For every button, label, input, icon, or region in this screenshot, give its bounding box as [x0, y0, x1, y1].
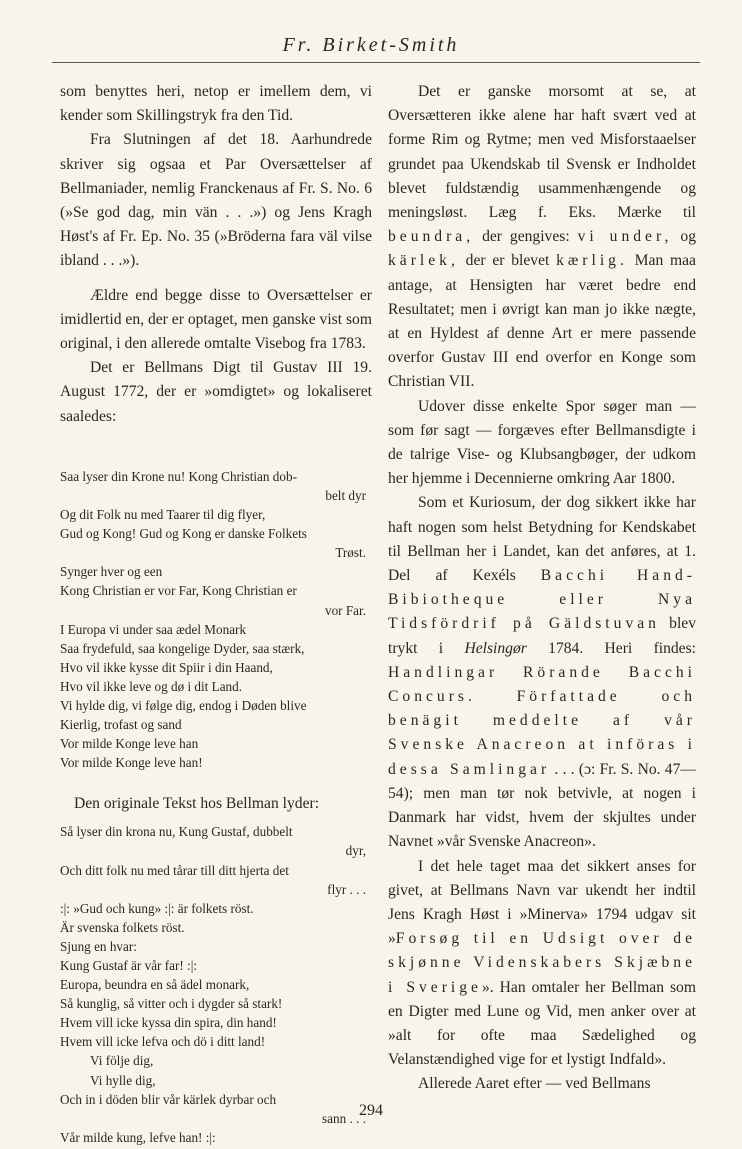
- poem-line: Kierlig, trofast og sand: [60, 717, 182, 733]
- section-subheading: Den originale Tekst hos Bellman lyder:: [74, 795, 320, 813]
- text-run: I det hele taget maa det sikkert anses for givet, at Bellmans Navn var ukendt her indtil Jens Kragh Høst i »Minerva» 1794 udgav sit »: [388, 857, 696, 948]
- poem-line: :|: »Gud och kung» :|: är folkets röst.: [60, 900, 254, 916]
- poem-line: Hvem vill icke kyssa din spira, din hand!: [60, 1015, 277, 1031]
- header-rule: [52, 62, 700, 63]
- text-run: der er blevet: [465, 252, 550, 270]
- poem-line: Och in i döden blir vår kärlek dyrbar och: [60, 1091, 277, 1107]
- poem-line: belt dyr: [325, 487, 366, 503]
- poem-line: Vor milde Konge leve han!: [60, 755, 203, 771]
- poem-line: Kung Gustaf är vår far! :|:: [60, 958, 198, 973]
- poem-line: Hvem vill icke lefva och dö i ditt land!: [60, 1034, 266, 1050]
- poem-line: Synger hver og een: [60, 564, 163, 580]
- poem-line: Vi följe dig,: [90, 1053, 154, 1069]
- poem-line: Och ditt folk nu med tårar till ditt hjerta det: [60, 862, 289, 878]
- right-paragraph-5: Allerede Aaret efter — ved Bellmans: [418, 1075, 651, 1093]
- poem-line: Hvo vil ikke leve og dø i dit Land.: [60, 678, 243, 694]
- text-run: . . . (ɔ: Fr. S. No. 47—54); men man tør nok betvivle, at nogen i Danmark har vidst, hvem der skjultes under Navnet »vår Svenske Anacreon».: [388, 760, 696, 851]
- running-header: Fr. Birket-Smith: [282, 34, 460, 56]
- spaced-title: Bacchi Hand-Bibiotheque eller Nya Tidsfördrif på Gäldstuvan: [388, 567, 696, 633]
- text-run: Som et Kuriosum, der dog sikkert ikke har haft nogen som helst Betydning for Kendskabet til Bellman her i Landet, kan det anføres, at 1. Del af Kexéls: [388, 494, 696, 585]
- text-run: Det er ganske morsomt at se, at Oversætteren ikke alene har haft svært ved at forme Rim og Rytme; men ved Misforstaaelser grundet paa Ukendskab til Svensk er Indholdet blevet fuldstændig usammenhængende og meningsløst. Læg f. Eks. Mærke til: [388, 83, 696, 222]
- poem-line: flyr . . .: [327, 881, 366, 897]
- text-run: 1784. Heri findes:: [548, 639, 697, 657]
- poem-line: Sjung en hvar:: [60, 938, 137, 954]
- poem-line: Europa, beundra en så ädel monark,: [60, 977, 250, 993]
- text-run: og: [680, 228, 696, 246]
- poem-line: vor Far.: [324, 602, 366, 618]
- page-number: 294: [359, 1102, 383, 1119]
- poem-line: Gud og Kong! Gud og Kong er danske Folkets: [60, 526, 307, 542]
- left-paragraph-1: som benyttes heri, netop er imellem dem, vi kender som Skillingstryk fra den Tid.: [60, 83, 372, 125]
- poem-line: dyr,: [345, 843, 366, 859]
- poem-line: Vor milde Konge leve han: [60, 736, 199, 752]
- right-column: [388, 80, 696, 1097]
- spaced-word: kärlek,: [388, 252, 459, 270]
- right-paragraph-1: [388, 80, 696, 395]
- text-run: blev trykt i: [388, 615, 696, 657]
- left-paragraph-2: Fra Slutningen af det 18. Aarhundrede skriver sig ogsaa et Par Oversættelser af Bellmaniader, nemlig Franckenaus af Fr. S. No. 6 (»Se god dag, min vän . . .») og Jens Kragh Høst's af Fr. Ep. No. 35 (»Bröderna fara väl vilse ibland . . .»).: [60, 131, 372, 270]
- text-run: ». Han omtaler her Bellman som en Digter med Lune og Vid, men anker over at »alt for ofte maa Sædelighed og Velanstændighed vige for et lystigt Indfald».: [388, 978, 696, 1069]
- poem-line: Så lyser din krona nu, Kung Gustaf, dubbelt: [60, 824, 293, 840]
- spaced-word: kærlig.: [556, 252, 628, 270]
- poem-line: Saa frydefuld, saa kongelige Dyder, saa stærk,: [60, 640, 305, 656]
- poem-line: Vi hylle dig,: [90, 1072, 156, 1088]
- right-paragraph-2: Udover disse enkelte Spor søger man — som før sagt — forgæves efter Bellmansdigte i de talrige Vise- og Klubsangbøger, der udkom her hjemme i Decennierne omkring Aar 1800.: [388, 397, 696, 488]
- poem-line: Kong Christian er vor Far, Kong Christian er: [60, 583, 297, 599]
- left-column: [60, 80, 372, 1147]
- poem-line: Är svenska folkets röst.: [60, 919, 185, 935]
- poem-line: Saa lyser din Krone nu! Kong Christian dob-: [60, 468, 297, 484]
- poem-line: sann . . .: [322, 1110, 366, 1126]
- italic-place: Helsingør: [464, 639, 527, 657]
- poem-line: Vår milde kung, lefve han! :|:: [60, 1129, 216, 1145]
- poem-line: Så kunglig, så vitter och i dygder så stark!: [60, 996, 283, 1012]
- spaced-title: Handlingar Rörande Bacchi Concurs. Författade och benägit meddelte af vår Svenske Anacreon at införas i dessa Samlingar: [388, 663, 696, 778]
- spaced-word: beundra,: [388, 228, 475, 246]
- poem-line: Hvo vil ikke kysse dit Spiir i din Haand,: [60, 659, 273, 675]
- poem-line: Vi hylde dig, vi følge dig, endog i Døden blive: [60, 697, 307, 713]
- right-paragraph-3: [388, 491, 696, 854]
- text-run: der gengives:: [482, 228, 570, 246]
- left-paragraph-4: Det er Bellmans Digt til Gustav III 19. August 1772, der er »omdigtet» og lokaliseret saaledes:: [60, 359, 372, 425]
- swedish-poem: [60, 822, 372, 1147]
- danish-poem: [60, 467, 372, 773]
- right-paragraph-4: [388, 855, 696, 1073]
- poem-line: Og dit Folk nu med Taarer til dig flyer,: [60, 507, 266, 523]
- spaced-word: vi under,: [577, 228, 673, 246]
- left-paragraph-3: Ældre end begge disse to Oversættelser er imidlertid en, der er optaget, men ganske vist som original, i den allerede omtalte Visebog fra 1783.: [60, 286, 372, 353]
- spaced-title: Forsøg til en Udsigt over de skjønne Videnskabers Skjæbne i Sverige: [388, 930, 696, 996]
- text-run: Man maa antage, at Hensigten har været bedre end Resultatet; men i øvrigt kan man jo ikke nægte, at en Hyldest af denne Art er mere passende overfor Gustav III end overfor en Konge som Christian VII.: [388, 252, 696, 391]
- poem-line: I Europa vi under saa ædel Monark: [60, 621, 247, 637]
- poem-line: Trøst.: [335, 545, 366, 561]
